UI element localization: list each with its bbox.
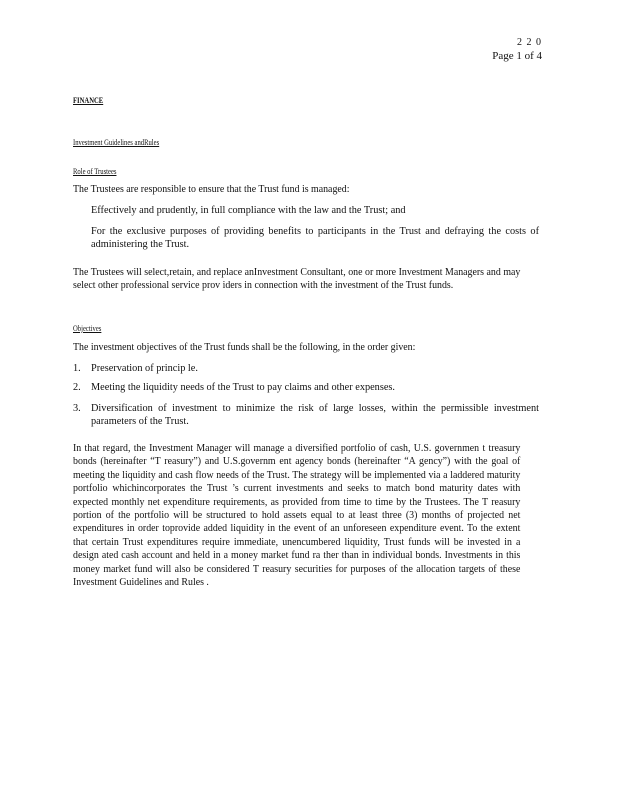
item-text: Diversification of investment to minimize the risk of large losses, within the permissible investment parameters of the Trust.	[91, 403, 539, 428]
role-intro-paragraph: The Trustees are responsible to ensure that the Trust fund is managed:	[73, 184, 350, 195]
trustees-select-paragraph: The Trustees will select,retain, and replace anInvestment Consultant, one or more Investment Managers and may select other professional service prov iders in connection with the investment of the Trust funds.	[73, 267, 521, 292]
section-heading-objectives: Objectives	[73, 323, 102, 333]
investment-strategy-paragraph: In that regard, the Investment Manager will manage a diversified portfolio of cash, U.S. governmen t treasury bonds (hereinafter “T reasury”) and U.S.governm ent agency bonds (hereinafter “A gency”) with the goal of meeting the liquidity and cash flow needs of the Trust. The strategy will be implemented via a laddered maturity portfolio whichincorporates the Trust ’s current investments and seeks to match bond maturity dates with expected monthly net expenditure requirements, as provided from time to time by the Trustees. The T reasury portion of the portfolio will be structured to hold assets equal to at least three (3) months of projected net expenditures in order toprovide added liquidity in the event of an unforeseen expenditure event. To the extent that certain Trust expenditures require immediate, unencumbered liquidity, Trust funds will be invested in a design ated cash account and held in a money market fund ra ther than in individual bonds. Investments in this money market fund will also be considered T reasury securities for purposes of the allocation targets of these Investment Guidelines and Rules .	[73, 443, 521, 589]
section-heading-investment-guidelines: Investment Guidelines andRules	[73, 137, 160, 147]
bullet-text: For the exclusive purposes of providing benefits to participants in the Trust and defraying the costs of administering the Trust.	[91, 226, 539, 251]
page-number: Page 1 of 4	[492, 50, 542, 62]
bullet-text: Effectively and prudently, in full compliance with the law and the Trust; and	[91, 205, 406, 216]
item-text: Meeting the liquidity needs of the Trust to pay claims and other expenses.	[91, 382, 395, 393]
section-heading-role-of-trustees: Role of Trustees	[73, 166, 117, 176]
item-number: 3.	[73, 403, 81, 414]
page-code: 2 2 0	[517, 37, 542, 48]
item-number: 2.	[73, 382, 81, 393]
section-heading-finance: FINANCE	[73, 95, 104, 105]
item-text: Preservation of princip le.	[91, 363, 198, 374]
objectives-intro-paragraph: The investment objectives of the Trust funds shall be the following, in the order given:	[73, 342, 416, 353]
bullet-icon	[73, 225, 89, 238]
item-number: 1.	[73, 363, 81, 374]
bullet-icon	[73, 204, 89, 217]
